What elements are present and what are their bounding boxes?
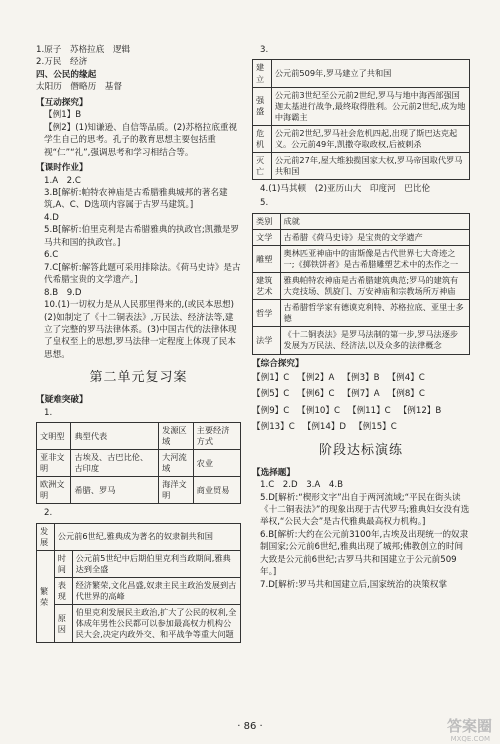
answer-line: 1.C 2.D 3.A 4.B [260,480,343,491]
table-header: 典型代表 [71,423,159,450]
xuanze-heading: 【选择题】 [252,467,295,478]
table-row [253,60,470,87]
answer-line: 1.A 2.C [44,175,81,186]
athens-table [36,523,241,644]
table-cell: 危机 [253,125,272,152]
table-cell: 奥林匹亚神庙中的宙斯像是古代世界七大奇迹之一;《掷铁饼者》是古希腊雕塑艺术中的杰作之一 [280,246,469,273]
table-cell: 表现 [54,578,72,605]
table-header: 类别 [253,213,281,229]
left-column [36,44,241,646]
example-answer: 【例13】C [252,422,295,433]
table-cell: 公元前5世纪中后期伯里克利当政期间,雅典达到全盛 [72,551,240,578]
table-cell: 建立 [253,60,272,87]
table-row [253,229,470,245]
table-cell: 发展 [37,523,55,550]
table-cell: 繁荣 [37,551,55,643]
table-row [253,125,470,152]
table-row [253,327,470,354]
answer-line: 5.D[解析:“楔形文字”出自于两河流域;“平民在街头读《十二铜表法》”的现象出现于古代罗马;雅典妇女没有选举权,“公民大会”是古代雅典最高权力机构。] [260,492,470,528]
page-number: · 86 · [237,720,263,732]
table-cell: 公元前509年,罗马建立了共和国 [271,60,469,87]
table-row [253,300,470,327]
table-row [253,273,470,300]
table-row [37,523,241,550]
table-cell: 建筑艺术 [253,273,281,300]
answer-line: 太阳历 僭略历 基督 [36,82,122,93]
table-header: 成就 [280,213,469,229]
answer-line: 6.C [44,250,59,261]
table-cell: 海洋文明 [159,477,193,504]
table-cell: 灭亡 [253,152,272,179]
table-cell: 欧洲文明 [37,477,71,504]
answer-line: 【例1】B [44,110,82,121]
stage-title: 阶段达标演练 [318,442,403,458]
table-cell: 公元前2世纪,罗马社会危机四起,出现了斯巴达克起义。公元前49年,凯撒夺取政权,后被刺杀 [271,125,469,152]
hudong-heading: 【互动探究】 [36,97,88,108]
table-row [253,152,470,179]
zonghe-heading: 【综合探究】 [252,358,304,369]
example-answer: 【例2】A [297,373,335,383]
table-cell: 农业 [193,450,240,477]
table-cell: 法学 [253,327,281,354]
table-cell: 公元前27年,屋大维独揽国家大权,罗马帝国取代罗马共和国 [271,152,469,179]
answer-line: 3.B[解析:帕特农神庙是古希腊雅典城邦的著名建筑,A、C、D选项内容属于古罗马建筑。] [44,187,228,211]
answer-line: 6.B[解析:大约在公元前3100年,古埃及出现统一的奴隶制国家;公元前6世纪,雅典出现了城邦;佛教创立的时间大致是公元前6世纪;古罗马共和国建立于公元前509年。] [260,529,469,578]
table-row [37,551,241,578]
table-cell: 《十二铜表法》是罗马法制的第一步,罗马法逐步发展为万民法、经济法,以及众多的法律概念 [280,327,469,354]
table-header: 发源区域 [159,423,193,450]
answer-line: 7.C[解析:解答此题可采用排除法。《荷马史诗》是古代希腊宝贵的文学遗产。] [44,262,241,286]
rome-table [252,59,470,180]
table-cell: 公元前3世纪至公元前2世纪,罗马与地中海西部强国迦太基进行战争,最终取得胜利。公元前2世纪,成为地中海霸主 [271,87,469,125]
section-heading: 四、公民的缘起 [36,69,97,80]
example-answer: 【例14】D [302,422,347,433]
answer-line: 5.B[解析:伯里克利是古希腊雅典的执政官;凯撒是罗马共和国的执政官。] [44,225,240,248]
table-row [37,578,241,605]
table-cell: 时间 [54,551,72,578]
table-cell: 文学 [253,229,281,245]
keshi-heading: 【课时作业】 [36,163,88,174]
example-answer: 【例15】C [354,422,397,433]
table-row [253,246,470,273]
table-cell: 雕塑 [253,246,281,273]
answer-line: 2.万民 经济 [36,57,88,68]
example-answer: 【例11】C [347,405,391,416]
item-number: 5. [260,198,269,209]
table-cell: 原因 [54,605,72,643]
item-number: 1. [44,407,53,418]
example-answer: 【例7】A [342,389,380,400]
example-answer: 【例4】C [387,373,425,383]
answer-line: 7.D[解析:罗马共和国建立后,国家统治的决策权掌 [260,579,448,590]
example-answer: 【例1】C [252,373,290,383]
table-cell: 哲学 [253,300,281,327]
table-cell: 公元前6世纪,雅典成为著名的奴隶制共和国 [54,523,240,550]
table-cell: 亚非文明 [37,450,71,477]
table-cell: 强盛 [253,87,272,125]
civilization-table [36,422,241,504]
table-cell: 希腊、罗马 [71,477,159,504]
answer-line: 【例2】(1)知谦逊、自信等品质。(2)苏格拉底重视学生自己的思考。孔子的教育思想主要包括重视“仁”“礼”,强调思考和学习相结合等。 [44,122,238,158]
table-header: 主要经济方式 [193,423,240,450]
example-answer: 【例8】C [387,389,425,400]
table-cell: 古希腊哲学家有德谟克利特、苏格拉底、亚里士多德 [280,300,469,327]
table-cell: 商业贸易 [193,477,240,504]
table-cell: 伯里克利发展民主政治,扩大了公民的权利,全体成年男性公民都可以参加最高权力机构公民大会,决定内政外交、和平战争等重大问题 [72,605,240,643]
example-answer: 【例9】C [252,405,290,416]
review-title: 第二单元复习案 [89,370,188,386]
example-answers [252,372,470,434]
example-answer: 【例6】C [297,389,335,400]
item-number: 3. [260,45,269,55]
table-row [37,477,241,504]
watermark-url: MXQE.COM [450,734,490,743]
right-column [252,44,470,591]
example-answer: 【例12】B [398,405,442,416]
answer-line: 4.D [44,212,59,223]
answer-line: 8.B 9.D [44,287,82,298]
answer-line: 10.(1)一切权力是从人民那里得来的,(或民本思想)(2)如制定了《十二铜表法》,万民法、经济法等,建立了完整的罗马法律体系。(3)中国古代的法律体现了皇权至上的思想,罗马法律一定程度上体现了民本思想。 [44,300,237,360]
table-row [253,87,470,125]
table-cell: 古希腊《荷马史诗》是宝贵的文学遗产 [280,229,469,245]
example-answer: 【例3】B [342,373,380,383]
answer-line: 4.(1)马其顿 (2)亚历山大 印度河 巴比伦 [260,184,431,195]
table-row [37,605,241,643]
watermark-logo: 答案圈 [446,717,492,736]
table-row [37,450,241,477]
table-cell: 大河流域 [159,450,193,477]
example-answer: 【例5】C [252,389,290,400]
item-number: 2. [44,508,53,519]
table-cell: 经济繁荣,文化昌盛,奴隶主民主政治发展到古代世界的高峰 [72,578,240,605]
table-cell: 雅典帕特农神庙是古希腊建筑典范;罗马的建筑有大竞技场、凯旋门、万安神庙和宗教场所万神庙 [280,273,469,300]
yinan-heading: 【疑难突破】 [36,395,88,406]
answer-line: 1.原子 苏格拉底 逻辑 [36,45,131,55]
table-header: 文明型 [37,423,71,450]
example-answer: 【例10】C [297,405,340,416]
achievements-table [252,213,470,355]
table-cell: 古埃及、古巴比伦、古印度 [71,450,159,477]
